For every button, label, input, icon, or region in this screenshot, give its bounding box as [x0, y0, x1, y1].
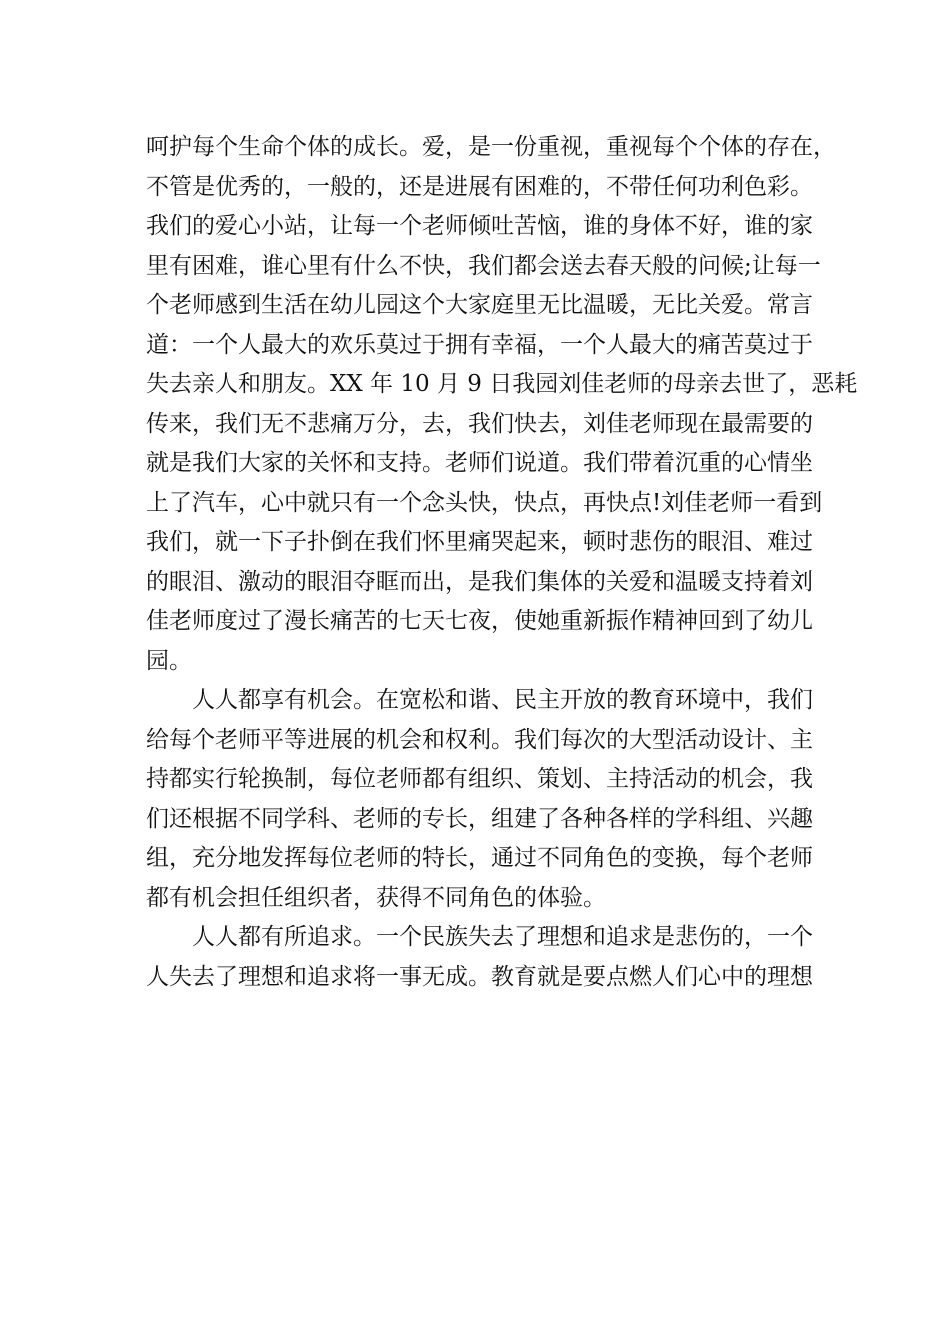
text-line: 里有困难，谁心里有什么不快，我们都会送去春天般的问候;让每一	[146, 252, 821, 279]
text-line: 我们的爱心小站，让每一个老师倾吐苦恼，谁的身体不好，谁的家	[146, 213, 813, 239]
text-line: 上了汽车，心中就只有一个念头快，快点，再快点!刘佳老师一看到	[146, 489, 823, 516]
text-line: 个老师感到生活在幼儿园这个大家庭里无比温暖，无比关爱。常言	[146, 292, 813, 318]
text-line: 们还根据不同学科、老师的专长，组建了各种各样的学科组、兴趣	[146, 805, 813, 832]
text-line: 道：一个人最大的欢乐莫过于拥有幸福，一个人最大的痛苦莫过于	[146, 331, 813, 358]
text-line: 人人都有所追求。一个民族失去了理想和追求是悲伤的，一个	[192, 924, 813, 950]
text-line: 不管是优秀的，一般的，还是进展有困难的，不带任何功利色彩。	[146, 173, 813, 200]
paragraph-3	[146, 918, 813, 997]
text-line: 持都实行轮换制，每位老师都有组织、策划、主持活动的机会，我	[146, 766, 813, 792]
text-line: 园。	[146, 647, 192, 674]
text-line: 传来，我们无不悲痛万分，去，我们快去，刘佳老师现在最需要的	[146, 410, 813, 437]
text-line: 佳老师度过了漫长痛苦的七天七夜，使她重新振作精神回到了幼儿	[146, 608, 813, 634]
body-text	[146, 128, 858, 997]
text-line: 都有机会担任组织者，获得不同角色的体验。	[146, 884, 606, 911]
text-line: 的眼泪、激动的眼泪夺眶而出，是我们集体的关爱和温暖支持着刘	[146, 568, 813, 595]
paragraph-2	[146, 681, 813, 918]
text-line: 我们，就一下子扑倒在我们怀里痛哭起来，顿时悲伤的眼泪、难过	[146, 529, 813, 555]
text-line: 人失去了理想和追求将一事无成。教育就是要点燃人们心中的理想	[146, 963, 813, 990]
text-line: 失去亲人和朋友。XX 年 10 月 9 日我园刘佳老师的母亲去世了，恶耗	[146, 371, 858, 397]
text-line: 组，充分地发挥每位老师的特长，通过不同角色的变换，每个老师	[146, 845, 813, 871]
text-line: 人人都享有机会。在宽松和谐、民主开放的教育环境中，我们	[192, 687, 813, 713]
paragraph-1	[146, 128, 858, 681]
text-line: 就是我们大家的关怀和支持。老师们说道。我们带着沉重的心情坐	[146, 450, 813, 476]
text-line: 给每个老师平等进展的机会和权利。我们每次的大型活动设计、主	[146, 726, 813, 753]
text-line: 呵护每个生命个体的成长。爱，是一份重视，重视每个个体的存在，	[146, 134, 836, 160]
